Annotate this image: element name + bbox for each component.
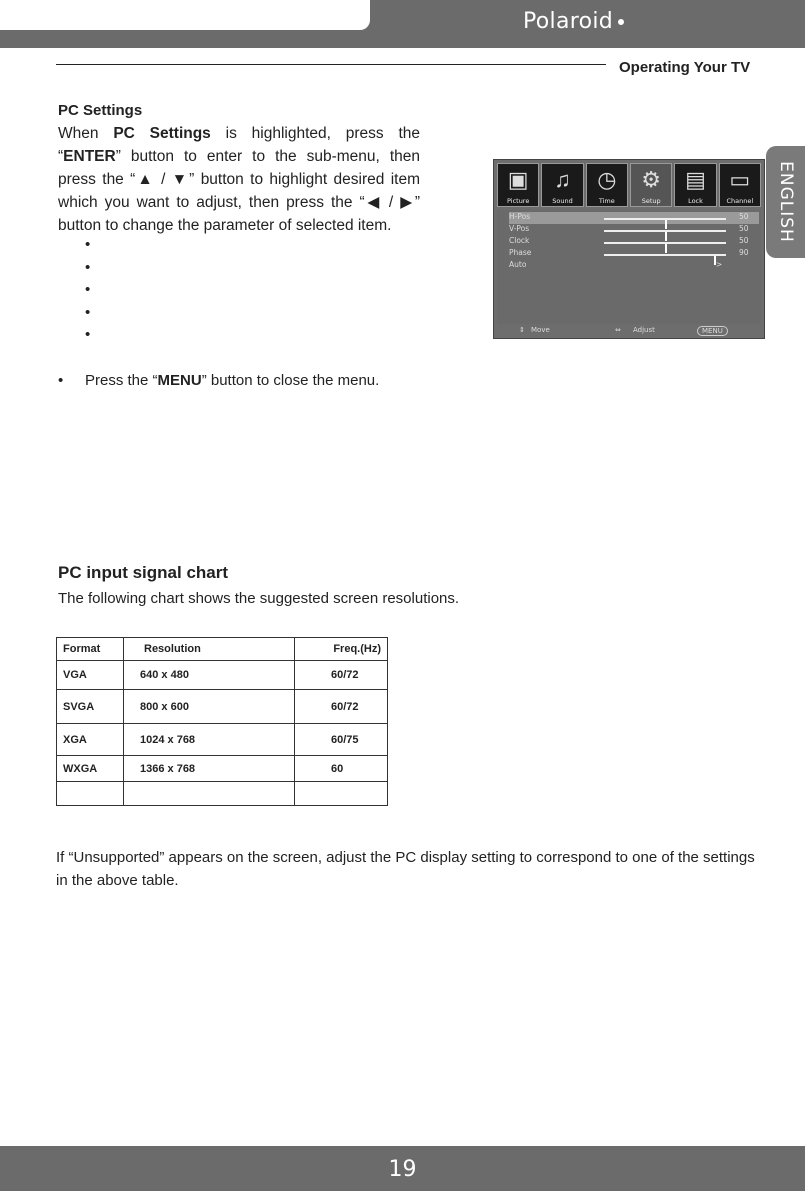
signal-table (56, 637, 388, 806)
osd-tab-lock: ▤ Lock (674, 163, 716, 207)
osd-tab-channel: ▭ Channel (719, 163, 761, 207)
osd-body (497, 210, 761, 324)
table-row-empty (57, 782, 388, 806)
lock-icon: ▤ (685, 167, 706, 192)
pc-settings-instructions: When PC Settings is highlighted, press the “ENTER” button to enter to the sub-menu, then press the “▲ / ▼” button to highlight desired item which you want to adjust, then press the “◀ / ▶” button to change the parameter of selected item. (58, 125, 420, 234)
bullet: • (85, 281, 91, 298)
pc-settings-heading: PC Settings (58, 102, 143, 119)
osd-tab-bar (497, 163, 761, 207)
osd-row-phase: Phase 90 (509, 248, 759, 260)
bullet: • (85, 326, 91, 343)
language-tab: ENGLISH (766, 146, 805, 258)
gear-icon: ⚙ (641, 167, 662, 192)
section-title: Operating Your TV (619, 59, 751, 76)
page-number: 19 (388, 1157, 417, 1182)
tv-osd-screenshot (493, 159, 765, 339)
table-row: SVGA 800 x 600 60/72 (57, 690, 388, 724)
osd-footer: ⇕ Move ⇔ Adjust MENU (497, 326, 761, 336)
header-rule (56, 64, 606, 65)
osd-tab-time: ◷ Time (586, 163, 628, 207)
osd-slider (604, 242, 726, 244)
bullet: • (85, 303, 91, 321)
arrows-updown-icon: ⇕ (519, 326, 525, 334)
camera-icon: ▣ (507, 167, 529, 192)
signal-chart-heading: PC input signal chart (58, 563, 229, 582)
osd-slider (604, 230, 726, 232)
header-bar (0, 0, 805, 48)
signal-chart-intro: The following chart shows the suggested screen resolutions. (58, 590, 460, 607)
arrows-leftright-icon: ⇔ (615, 326, 621, 334)
empty-bullet-list (85, 234, 90, 347)
bullet: • (85, 236, 91, 253)
osd-tab-setup: ⚙ Setup (630, 163, 672, 207)
tv-icon: ▭ (729, 167, 751, 192)
close-menu-instruction: • Press the “MENU” button to close the menu. (58, 372, 380, 389)
osd-row-auto: Auto > (509, 260, 723, 269)
osd-slider (604, 218, 726, 220)
unsupported-note: If “Unsupported” appears on the screen, adjust the PC display setting to correspond to one of the settings in the above table. (56, 849, 755, 889)
bullet: • (85, 258, 91, 276)
osd-slider (604, 254, 726, 256)
header-notch (0, 0, 370, 30)
table-row: VGA 640 x 480 60/72 (57, 661, 388, 690)
music-icon: ♫ (554, 167, 571, 192)
table-row: WXGA 1366 x 768 60 (57, 756, 388, 782)
brand-logo: Polaroid (523, 9, 624, 34)
osd-tab-picture: ▣ Picture (497, 163, 539, 207)
osd-row-vpos: V-Pos 50 (509, 224, 759, 236)
osd-tab-sound: ♫ Sound (541, 163, 583, 207)
table-header-row: Format Resolution Freq.(Hz) (57, 638, 388, 661)
osd-row-clock: Clock 50 (509, 236, 759, 248)
osd-row-hpos: H-Pos 50 (509, 212, 759, 224)
table-row: XGA 1024 x 768 60/75 (57, 724, 388, 756)
brand-dot-icon (618, 19, 624, 25)
clock-icon: ◷ (597, 167, 617, 192)
